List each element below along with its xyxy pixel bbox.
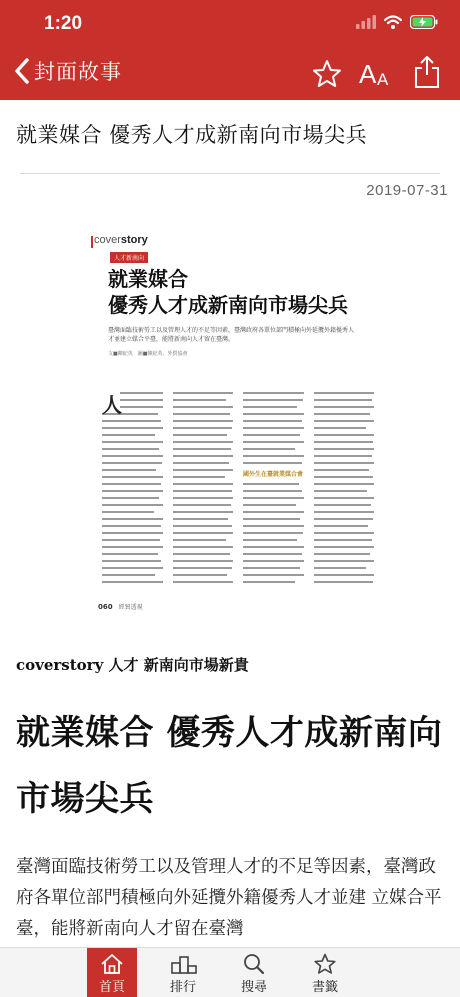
magazine-text-line	[173, 574, 227, 576]
magazine-text-line	[173, 532, 234, 534]
chevron-left-icon	[12, 56, 32, 86]
magazine-text-line	[314, 560, 375, 562]
magazine-text-line	[173, 448, 232, 450]
section-line: coverstory 人才 新南向市場新貴	[16, 656, 249, 674]
wifi-icon	[384, 15, 402, 29]
magazine-text-line	[173, 441, 234, 443]
magazine-text-line	[173, 420, 234, 422]
magazine-text-line	[243, 511, 304, 513]
magazine-text-line	[102, 427, 163, 429]
magazine-text-line	[314, 413, 371, 415]
magazine-text-line	[173, 413, 230, 415]
magazine-page-image[interactable]	[80, 226, 380, 616]
magazine-text-line	[173, 469, 234, 471]
magazine-text-line	[102, 504, 163, 506]
magazine-text-line	[120, 392, 163, 394]
article-lead: 臺灣面臨技術勞工以及管理人才的不足等因素，臺灣政府各單位部門積極向外延攬外籍優秀人才並建 立媒合平臺，能將新南向人才留在臺灣	[16, 857, 442, 939]
magazine-text-line	[102, 567, 163, 569]
magazine-body-columns	[102, 392, 374, 592]
magazine-column	[314, 392, 375, 592]
magazine-text-line	[314, 441, 373, 443]
magazine-text-line	[173, 567, 233, 569]
back-button-label: 封面故事	[34, 60, 122, 84]
magazine-text-line	[314, 525, 368, 527]
magazine-text-line	[173, 392, 234, 394]
magazine-text-line	[243, 448, 295, 450]
magazine-text-line	[173, 490, 232, 492]
magazine-text-line	[102, 539, 160, 541]
magazine-text-line	[243, 546, 304, 548]
home-icon	[100, 953, 124, 975]
font-size-icon[interactable]	[358, 58, 394, 90]
magazine-text-line	[243, 539, 297, 541]
search-icon	[242, 953, 266, 975]
signal-icon	[356, 15, 376, 29]
magazine-text-line	[243, 420, 302, 422]
magazine-column	[102, 392, 163, 592]
magazine-text-line	[314, 581, 373, 583]
magazine-text-line	[243, 462, 302, 464]
magazine-text-line	[314, 455, 372, 457]
title-divider	[20, 173, 440, 174]
magazine-text-line	[314, 539, 373, 541]
article-title: 就業媒合 優秀人才成新南向市場尖兵	[16, 123, 368, 147]
magazine-text-line	[173, 525, 232, 527]
magazine-text-line	[314, 420, 375, 422]
navigation-bar	[0, 50, 460, 100]
magazine-text-line	[243, 525, 304, 527]
magazine-text-line	[173, 455, 234, 457]
magazine-text-line	[173, 497, 234, 499]
magazine-text-line	[102, 448, 159, 450]
tab-label: 搜尋	[240, 980, 267, 995]
magazine-text-line	[173, 546, 234, 548]
battery-charging-icon	[410, 15, 438, 29]
magazine-text-line	[243, 455, 304, 457]
magazine-text-line	[243, 392, 304, 394]
magazine-text-line	[243, 413, 304, 415]
favorite-star-icon[interactable]	[311, 58, 343, 90]
magazine-text-line	[173, 483, 234, 485]
magazine-text-line	[173, 518, 229, 520]
magazine-text-line	[102, 490, 163, 492]
magazine-text-line	[314, 532, 375, 534]
magazine-text-line	[173, 434, 227, 436]
magazine-text-line	[314, 518, 374, 520]
tab-home[interactable]	[87, 948, 137, 997]
magazine-tag: 人才新南向	[110, 252, 148, 263]
magazine-text-line	[243, 490, 302, 492]
magazine-text-line	[243, 518, 300, 520]
magazine-text-line	[314, 434, 375, 436]
bottom-tab-bar	[0, 947, 460, 997]
magazine-text-line	[102, 469, 156, 471]
magazine-text-line	[102, 581, 163, 583]
magazine-text-line	[173, 560, 234, 562]
magazine-text-line	[314, 483, 375, 485]
magazine-page-number: 060 經貿透視	[98, 603, 143, 611]
magazine-text-line	[120, 399, 163, 401]
magazine-text-line	[314, 490, 367, 492]
magazine-text-line	[173, 511, 234, 513]
magazine-text-line	[173, 581, 234, 583]
magazine-text-line	[243, 483, 299, 485]
magazine-text-line	[314, 427, 366, 429]
magazine-section-bar	[91, 236, 93, 248]
tab-label: 首頁	[98, 980, 125, 995]
magazine-text-line	[314, 567, 366, 569]
magazine-text-line	[102, 511, 154, 513]
tab-label: 排行	[169, 980, 196, 995]
magazine-text-line	[102, 441, 163, 443]
magazine-text-line	[173, 553, 230, 555]
magazine-text-line	[314, 399, 373, 401]
magazine-text-line	[102, 462, 162, 464]
magazine-text-line	[314, 546, 375, 548]
magazine-section-label: coverstory	[94, 234, 148, 246]
magazine-text-line	[243, 581, 295, 583]
magazine-text-line	[314, 504, 371, 506]
magazine-headline: 就業媒合 優秀人才成新南向市場尖兵	[108, 267, 348, 317]
magazine-text-line	[102, 546, 163, 548]
article-date: 2019-07-31	[366, 182, 448, 199]
magazine-text-line	[243, 406, 297, 408]
magazine-text-line	[314, 392, 375, 394]
magazine-text-line	[102, 574, 155, 576]
magazine-text-line	[173, 504, 231, 506]
magazine-lead: 臺灣面臨技術勞工以及管理人才的不足等因素，臺灣政府各單位部門積極向外延攬外籍優秀人才並建立媒合平臺，能將新南向人才留在臺灣。	[108, 327, 355, 343]
svg-text:A: A	[359, 59, 377, 89]
magazine-dropcap: 人	[102, 393, 122, 417]
back-button[interactable]	[12, 56, 122, 86]
magazine-text-line	[173, 539, 226, 541]
magazine-text-line	[102, 476, 163, 478]
magazine-subhead: 國外生在臺就業媒合會	[243, 471, 304, 478]
magazine-text-line	[314, 497, 375, 499]
share-icon[interactable]	[412, 54, 442, 90]
magazine-text-line	[243, 553, 302, 555]
magazine-text-line	[102, 420, 161, 422]
magazine-text-line	[102, 518, 163, 520]
tab-ranking[interactable]	[158, 948, 208, 997]
magazine-text-line	[243, 532, 303, 534]
status-icons	[356, 15, 438, 29]
magazine-text-line	[102, 434, 155, 436]
magazine-text-line	[102, 553, 158, 555]
ranking-icon	[171, 953, 197, 975]
magazine-text-line	[173, 399, 226, 401]
tab-label: 書籤	[311, 980, 338, 995]
magazine-text-line	[102, 455, 163, 457]
magazine-text-line	[314, 462, 375, 464]
magazine-text-line	[243, 504, 296, 506]
magazine-text-line	[243, 434, 300, 436]
tab-bookmarks[interactable]	[300, 948, 350, 997]
status-time: 1:20	[44, 13, 83, 34]
magazine-text-line	[314, 511, 375, 513]
magazine-text-line	[314, 448, 375, 450]
magazine-text-line	[314, 476, 373, 478]
magazine-text-line	[102, 525, 161, 527]
magazine-column	[173, 392, 234, 592]
bookmark-star-icon	[313, 953, 337, 975]
magazine-text-line	[243, 497, 304, 499]
magazine-text-line	[314, 406, 375, 408]
magazine-text-line	[314, 553, 371, 555]
tab-search[interactable]	[229, 948, 279, 997]
app-header	[0, 0, 460, 100]
magazine-text-line	[243, 574, 304, 576]
magazine-credit: 文■陳紀英 圖■陳紀英、外貿協會	[108, 351, 188, 357]
magazine-text-line	[243, 399, 303, 401]
magazine-text-line	[173, 462, 230, 464]
magazine-text-line	[102, 560, 161, 562]
magazine-text-line	[314, 469, 370, 471]
magazine-text-line	[243, 427, 304, 429]
magazine-text-line	[243, 560, 304, 562]
magazine-text-line	[314, 574, 375, 576]
svg-text:A: A	[377, 70, 389, 89]
article-headline: 就業媒合 優秀人才成新南向市場尖兵	[16, 713, 443, 819]
magazine-text-line	[173, 406, 234, 408]
magazine-text-line	[102, 532, 163, 534]
magazine-text-line	[243, 567, 300, 569]
magazine-text-line	[102, 497, 159, 499]
magazine-text-line	[102, 483, 161, 485]
magazine-text-line	[173, 427, 233, 429]
magazine-text-line	[120, 406, 163, 408]
magazine-column	[243, 392, 304, 592]
magazine-text-line	[243, 441, 304, 443]
magazine-text-line	[173, 476, 225, 478]
